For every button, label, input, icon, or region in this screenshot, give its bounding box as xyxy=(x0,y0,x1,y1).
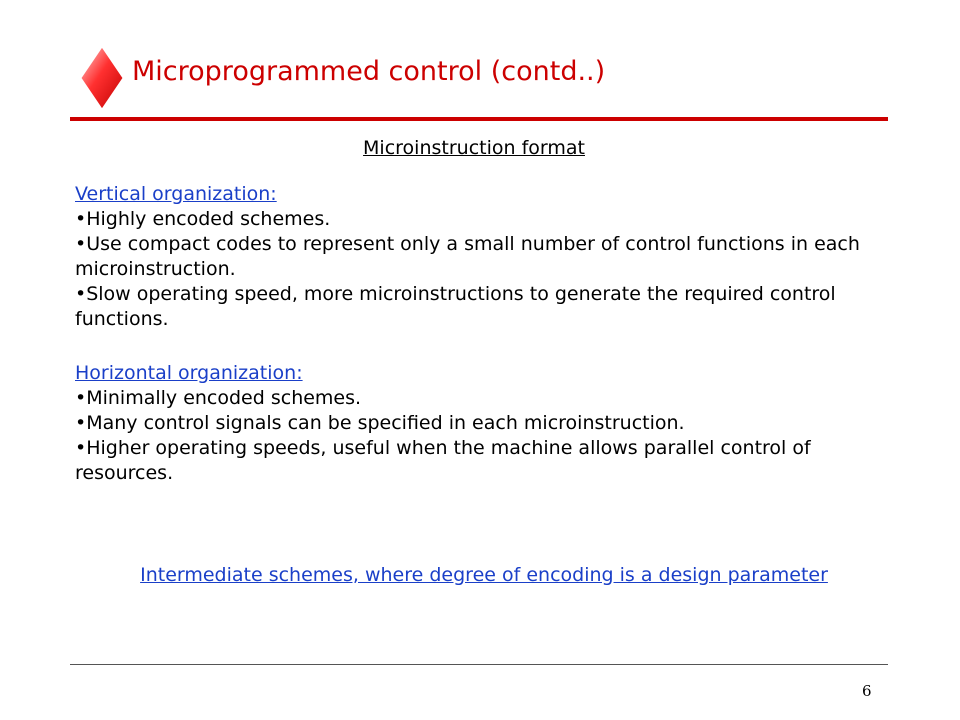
horizontal-organization-heading[interactable]: Horizontal organization: xyxy=(75,362,303,384)
content-body xyxy=(75,182,905,486)
vertical-bullet-3: •Slow operating speed, more microinstructions to generate the required control functions. xyxy=(75,283,836,330)
page-number: 6 xyxy=(862,682,872,700)
footer-divider xyxy=(70,664,888,665)
slide-title: Microprogrammed control (contd..) xyxy=(132,56,606,87)
section-spacer xyxy=(75,332,905,361)
vertical-bullet-1: •Highly encoded schemes. xyxy=(75,208,331,230)
diamond-icon xyxy=(80,46,124,110)
title-divider xyxy=(70,117,888,121)
horizontal-bullet-2: •Many control signals can be specified in each microinstruction. xyxy=(75,412,685,434)
section-subtitle: Microinstruction format xyxy=(363,137,585,159)
vertical-bullet-2: •Use compact codes to represent only a small number of control functions in each microinstruction. xyxy=(75,233,860,280)
vertical-organization-heading[interactable]: Vertical organization: xyxy=(75,183,277,205)
intermediate-schemes-link[interactable]: Intermediate schemes, where degree of encoding is a design parameter xyxy=(140,564,828,586)
horizontal-bullet-1: •Minimally encoded schemes. xyxy=(75,387,362,409)
horizontal-bullet-3: •Higher operating speeds, useful when the machine allows parallel control of resources. xyxy=(75,437,811,484)
